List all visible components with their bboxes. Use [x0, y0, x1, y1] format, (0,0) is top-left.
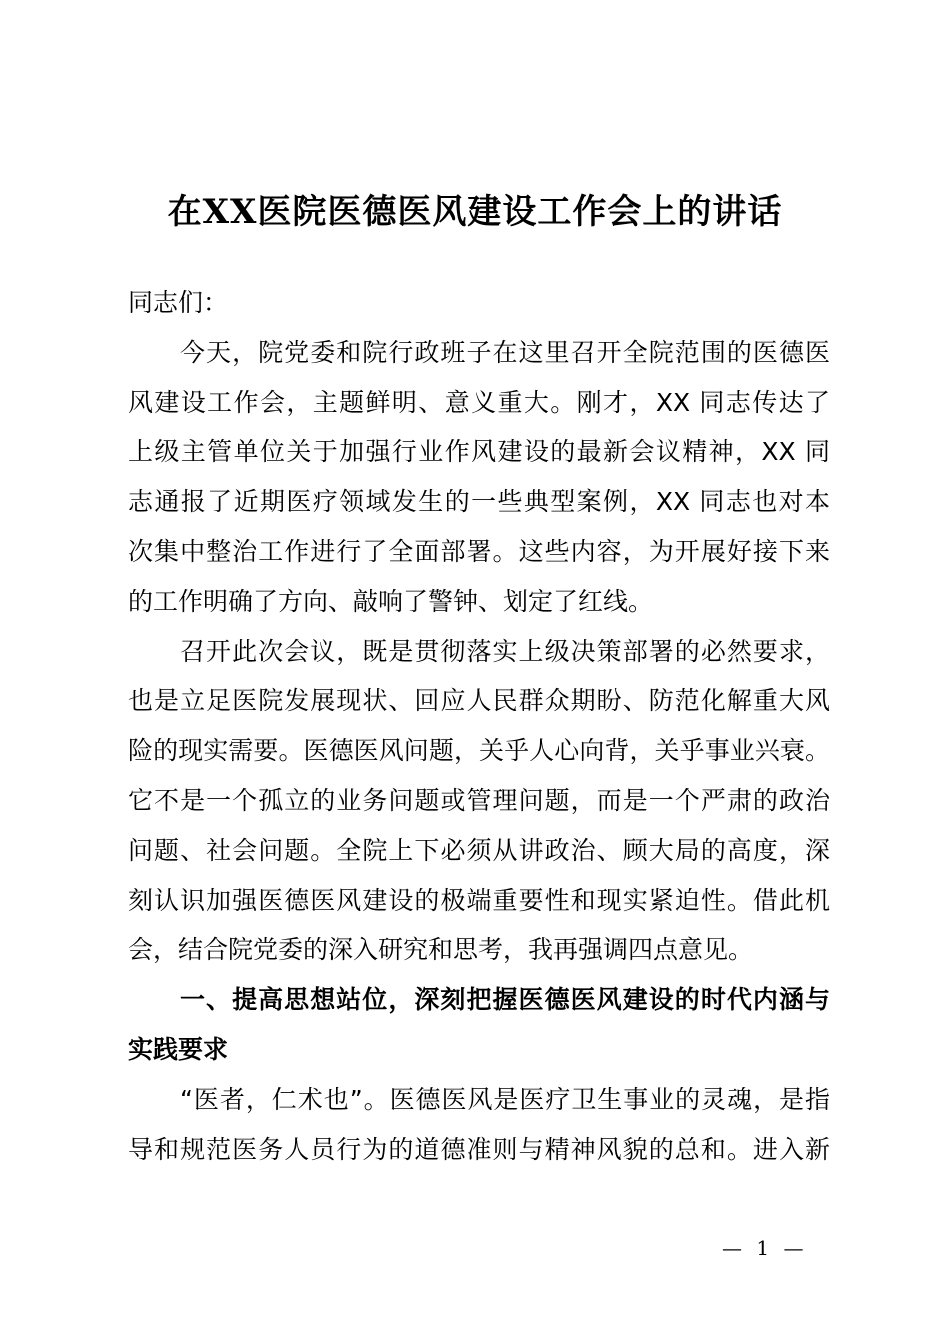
text-line: 次集中整治工作进行了全面部署。这些内容，为开展好接下来	[128, 536, 830, 566]
text-line: 它不是一个孤立的业务问题或管理问题，而是一个严肃的政治	[128, 785, 830, 815]
text-line: 刻认识加强医德医风建设的极端重要性和现实紧迫性。借此机	[128, 885, 830, 915]
text-line: 的工作明确了方向、敲响了警钟、划定了红线。	[128, 586, 654, 616]
section-heading-line: 一、提高思想站位，深刻把握医德医风建设的时代内涵与	[180, 985, 830, 1015]
text-line: 召开此次会议，既是贯彻落实上级决策部署的必然要求，	[180, 636, 830, 666]
document-title: 在XX医院医德医风建设工作会上的讲话	[167, 192, 783, 232]
text-line: 上级主管单位关于加强行业作风建设的最新会议精神，XX 同	[128, 437, 830, 467]
text-line: 同志们：	[128, 288, 229, 317]
page-number: — 1 —	[722, 1236, 808, 1260]
text-line: 今天，院党委和院行政班子在这里召开全院范围的医德医	[180, 337, 830, 367]
text-line: 风建设工作会，主题鲜明、意义重大。刚才，XX 同志传达了	[128, 387, 830, 417]
text-line: 也是立足医院发展现状、回应人民群众期盼、防范化解重大风	[128, 686, 830, 716]
text-line: 险的现实需要。医德医风问题，关乎人心向背，关乎事业兴衰。	[128, 736, 830, 766]
text-line: “医者，仁术也”。医德医风是医疗卫生事业的灵魂，是指	[180, 1084, 830, 1114]
text-line: 导和规范医务人员行为的道德准则与精神风貌的总和。进入新	[128, 1134, 830, 1164]
document-body	[128, 283, 830, 1179]
text-line: 志通报了近期医疗领域发生的一些典型案例，XX 同志也对本	[128, 487, 830, 517]
text-line: 问题、社会问题。全院上下必须从讲政治、顾大局的高度，深	[128, 835, 830, 865]
text-line: 会，结合院党委的深入研究和思考，我再强调四点意见。	[128, 935, 754, 965]
section-heading-line: 实践要求	[128, 1034, 229, 1064]
